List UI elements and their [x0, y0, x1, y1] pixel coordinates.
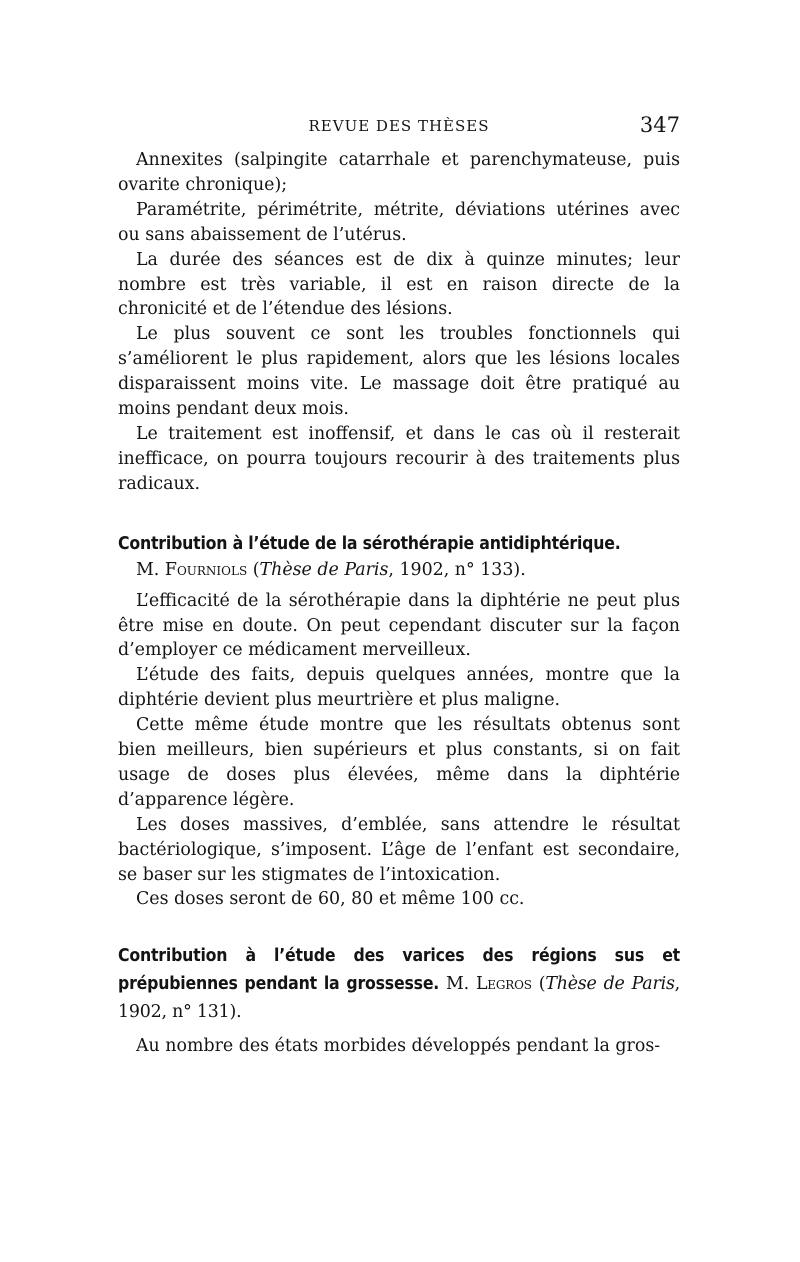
thesis-source: Thèse de Paris: [545, 974, 675, 995]
citation-details: , 1902, n° 133).: [388, 559, 526, 580]
paragraph: L’étude des faits, depuis quelques années, montre que la diphtérie devient plus meurtrière et plus maligne.: [118, 665, 680, 711]
paragraph: La durée des séances est de dix à quinze minutes; leur nombre est très variable, il est en raison directe de la chronicité et de l’étendue des lésions.: [118, 249, 680, 320]
thesis-source: Thèse de Paris: [259, 559, 389, 580]
running-head: [118, 113, 680, 137]
citation-open: (: [531, 974, 546, 995]
citation-prefix: M.: [136, 559, 165, 580]
paragraph: Cette même étude montre que les résultats obtenus sont bien meilleurs, bien supérieurs et plus constants, si on fait usage de doses plus élevées, même dans la diphtérie d’apparence légère.: [118, 715, 680, 810]
author-name: Fourniols: [164, 559, 248, 580]
paragraph: Paramétrite, périmétrite, métrite, déviations utérines avec ou sans abaissement de l’utérus.: [118, 199, 680, 245]
section-heading: [118, 530, 680, 558]
paragraph: Les doses massives, d’emblée, sans attendre le résultat bactériologique, s’imposent. L’âge de l’enfant est secondaire, se baser sur les stigmates de l’intoxication.: [118, 814, 680, 885]
author-name: Legros: [475, 974, 532, 995]
citation-open: (: [247, 559, 260, 580]
citation-prefix: M.: [439, 974, 476, 995]
page-number: 347: [639, 113, 680, 137]
paragraph: Annexites (salpingite catarrhale et parenchymateuse, puis ovarite chronique);: [118, 150, 680, 195]
paragraph: Ces doses seront de 60, 80 et même 100 cc.: [136, 889, 525, 910]
paragraph: L’efficacité de la sérothérapie dans la diphtérie ne peut plus être mise en doute. On peut cependant discuter sur la façon d’employer ce médicament merveilleux.: [118, 590, 680, 661]
section-citation: [118, 558, 680, 583]
section-title: Contribution à l’étude des varices des régions sus et prépubiennes pendant la grossesse.: [118, 946, 680, 995]
paragraph: Le plus souvent ce sont les troubles fonctionnels qui s’améliorent le plus rapidement, alors que les lésions locales disparaissent moins vite. Le massage doit être pratiqué au moins pendant deux mois.: [118, 324, 680, 420]
citation-details: , 1902, n° 131).: [118, 974, 680, 1023]
running-title: REVUE DES THÈSES: [308, 117, 490, 135]
paragraph: Le traitement est inoffensif, et dans le cas où il resterait inefficace, on pourra toujours recourir à des traitements plus radicaux.: [118, 423, 680, 494]
section-heading: [118, 942, 680, 1026]
paragraph: Au nombre des états morbides développés pendant la gros-: [136, 1036, 661, 1057]
section-title: Contribution à l’étude de la sérothérapie antidiphtérique.: [118, 533, 621, 554]
page-body: [118, 148, 680, 1059]
